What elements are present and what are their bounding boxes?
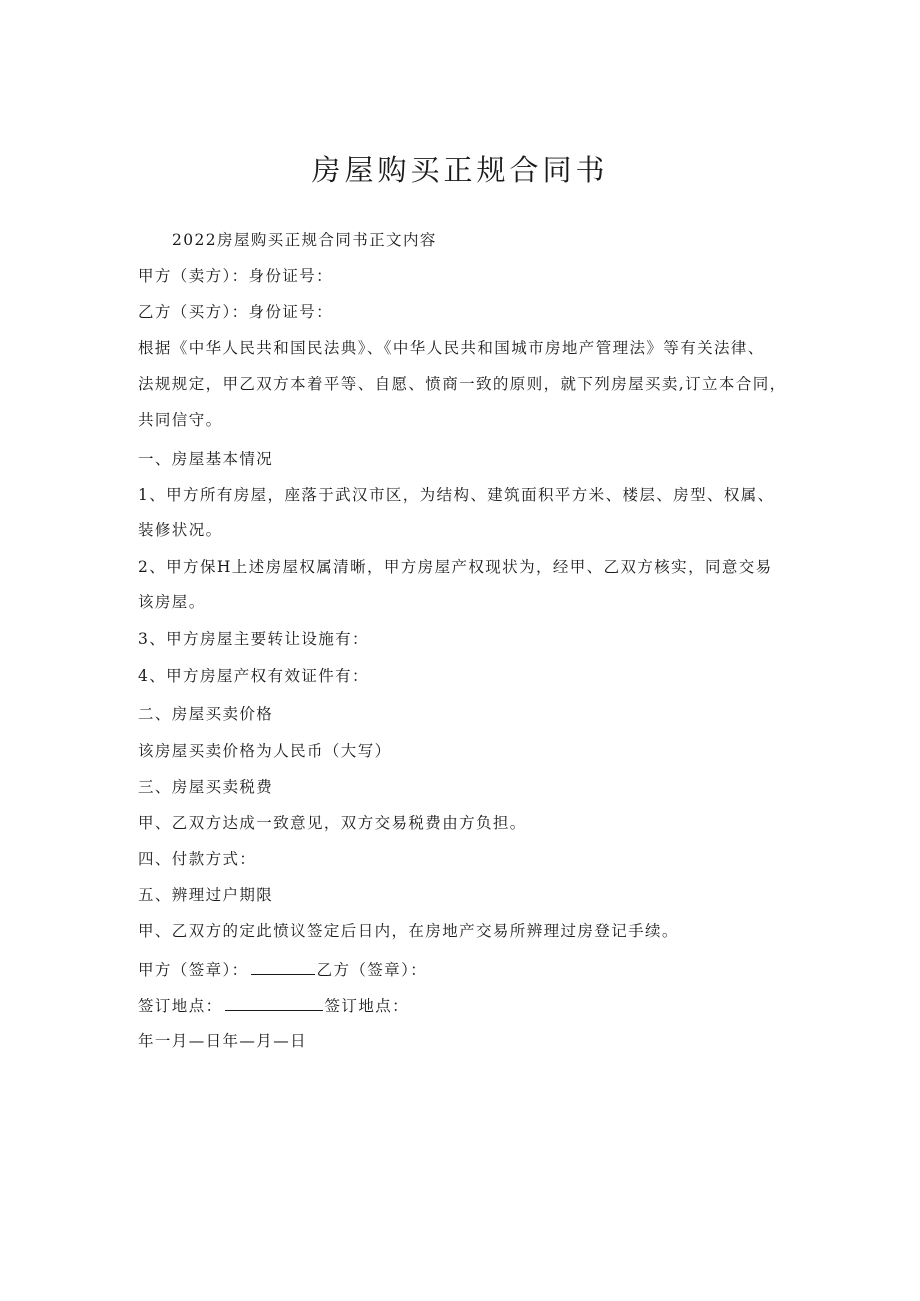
item-4-line: 4、甲方房屋产权有效证件有： (138, 667, 369, 685)
place-a-blank (225, 994, 323, 1011)
item-1-line-1: 1、甲方所有房屋，座落于武汉市区，为结构、建筑面积平方米、楼层、房型、权属、 (138, 486, 775, 504)
tax-line: 甲、乙双方达成一致意见，双方交易税费由方负担。 (138, 814, 527, 832)
section-heading-5: 五、辨理过户期限 (138, 886, 274, 904)
document-title: 房屋购买正规合同书 (311, 153, 609, 187)
section-heading-2: 二、房屋买卖价格 (138, 705, 274, 723)
preamble-line-2: 法规规定，甲乙双方本着平等、自愿、愤商一致的原则，就下列房屋买卖,订立本合同， (138, 375, 787, 393)
place-b-label: 签订地点： (324, 997, 410, 1015)
price-line: 该房屋买卖价格为人民币（大写） (138, 742, 392, 760)
item-2-line-2: 该房屋。 (138, 593, 206, 611)
place-line (138, 994, 409, 1017)
transfer-line: 甲、乙双方的定此愤议签定后日内，在房地产交易所辨理过房登记手续。 (138, 922, 679, 940)
place-a-label: 签订地点： (138, 997, 223, 1015)
document-subtitle: 2022房屋购买正规合同书正文内容 (172, 231, 437, 249)
section-heading-4: 四、付款方式： (138, 850, 257, 868)
preamble-line-1: 根据《中华人民共和国民法典》、《中华人民共和国城市房地产管理法》等有关法律、 (138, 339, 765, 357)
item-2-line-1: 2、甲方保H上述房屋权属清晰，甲方房屋产权现状为，经甲、乙双方核实，同意交易 (138, 558, 773, 576)
item-3-line: 3、甲方房屋主要转让设施有： (138, 630, 369, 648)
section-heading-3: 三、房屋买卖税费 (138, 778, 274, 796)
sign-b-label: 乙方（签章）： (316, 961, 428, 979)
sign-a-label: 甲方（签章）： (138, 961, 249, 979)
preamble-line-3: 共同信守。 (138, 411, 223, 429)
party-a-line: 甲方（卖方）：身份证号： (138, 267, 334, 285)
date-line: 年一月—日年—月—日 (138, 1032, 308, 1050)
party-b-line: 乙方（买方）：身份证号： (138, 303, 334, 321)
item-1-line-2: 装修状况。 (138, 521, 223, 539)
signature-line (138, 958, 427, 981)
sign-a-blank (251, 958, 315, 975)
section-heading-1: 一、房屋基本情况 (138, 450, 274, 468)
